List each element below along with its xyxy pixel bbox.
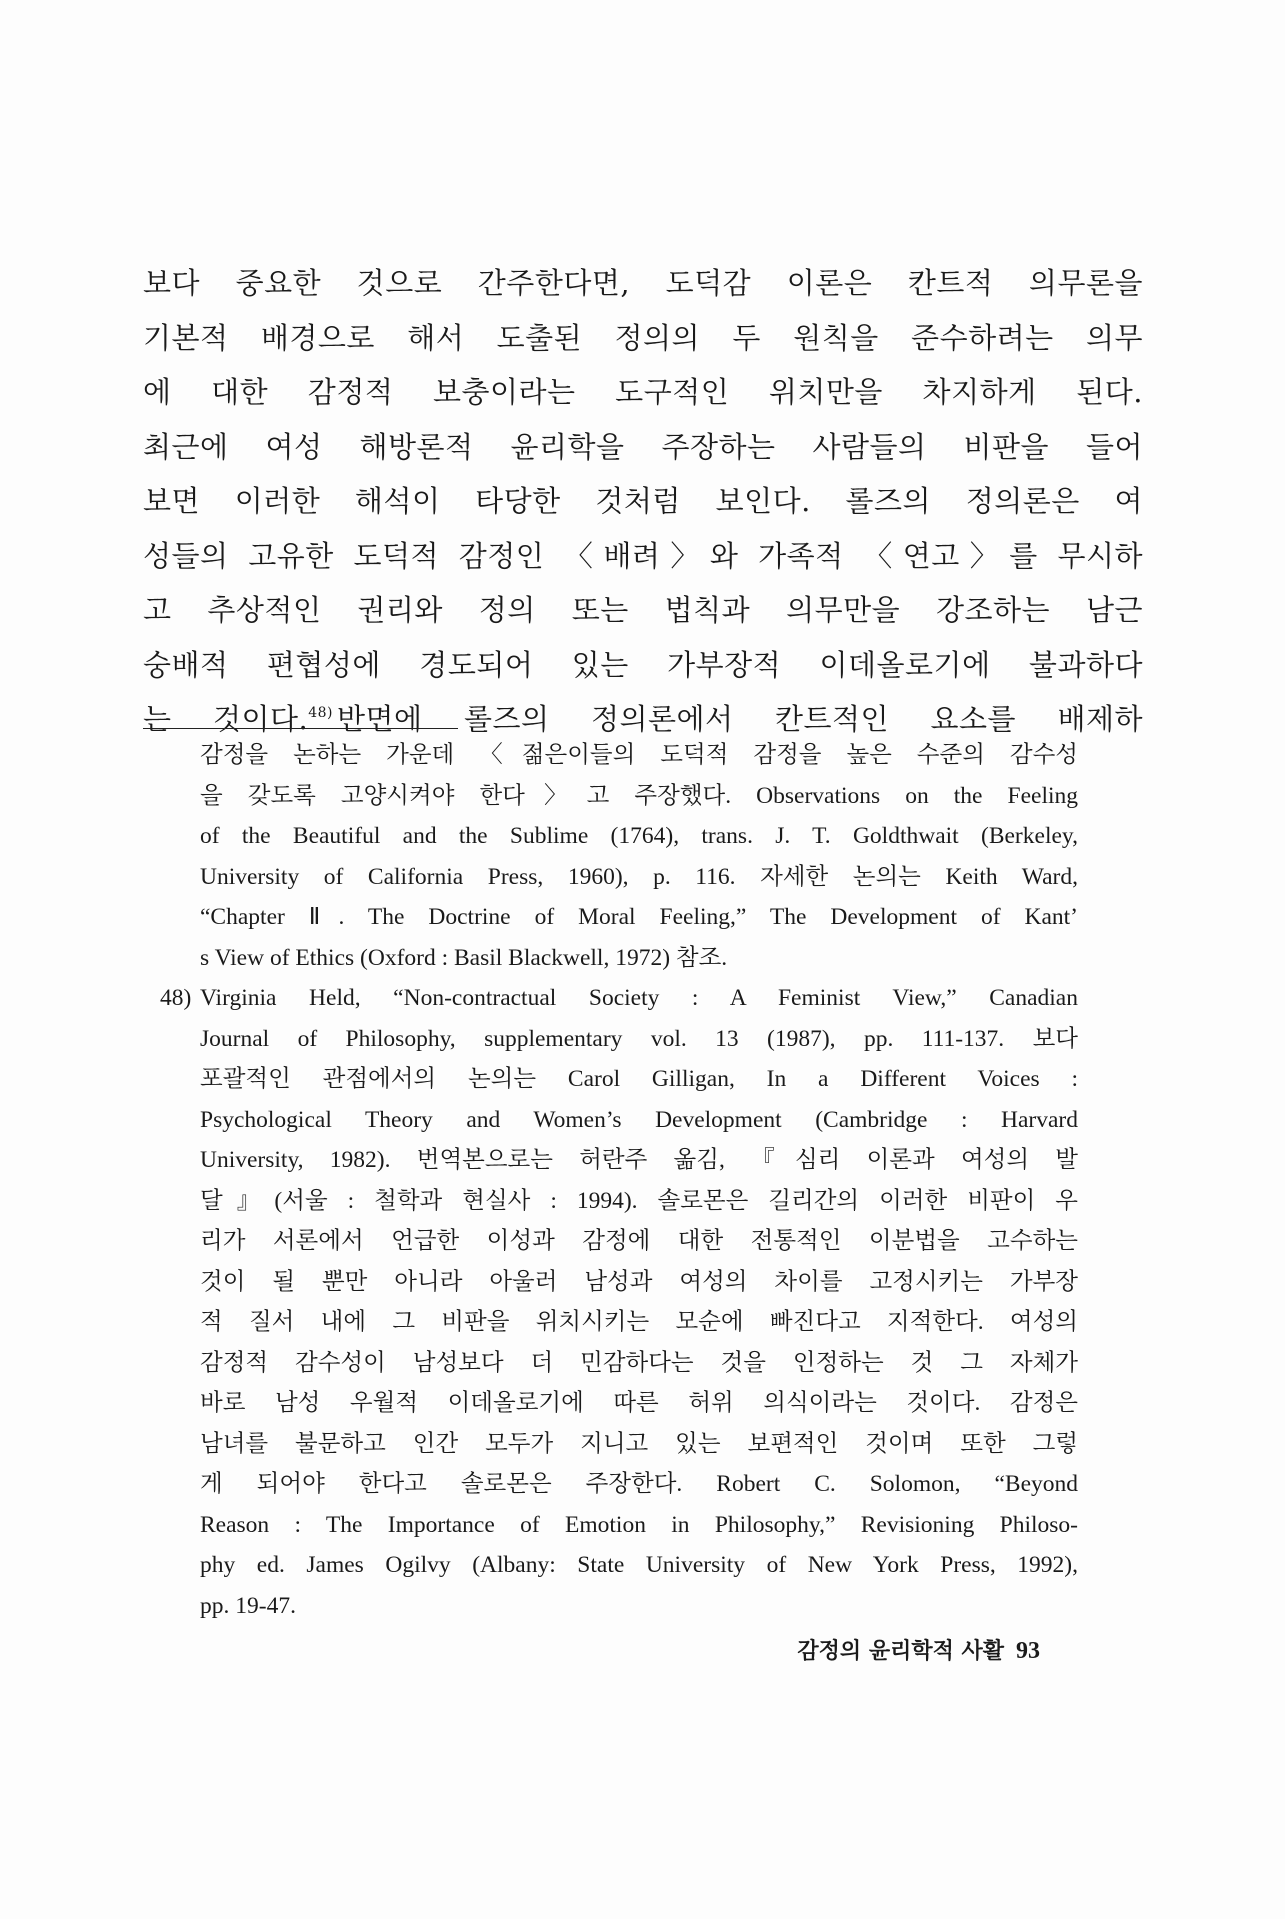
footnote-line: Virginia Held, “Non-contractual Society : A Feminist View,” Canadian: [200, 985, 1078, 1011]
footnote-line: 을 갖도록 고양시켜야 한다〉고 주장했다. Observations on the Feeling: [200, 782, 1078, 809]
footnote-line: 달』(서울 : 철학과 현실사 : 1994). 솔로몬은 길리간의 이러한 비판이 우: [200, 1187, 1078, 1214]
footnotes: [160, 735, 1078, 1626]
footnote-line: 게 되어야 한다고 솔로몬은 주장한다. Robert C. Solomon, “Beyond: [200, 1471, 1078, 1497]
footnote-line: phy ed. James Ogilvy (Albany: State University of New York Press, 1992),: [200, 1552, 1078, 1578]
body-line: 보다 중요한 것으로 간주한다면, 도덕감 이론은 칸트적 의무론을: [143, 266, 1143, 300]
footnote-line: s View of Ethics (Oxford : Basil Blackwell, 1972) 참조.: [200, 944, 728, 971]
footnote-line: Reason : The Importance of Emotion in Philosophy,” Revisioning Philoso-: [200, 1511, 1078, 1538]
footnote-48: [160, 978, 1078, 1626]
body-line: 성들의 고유한 도덕적 감정인 〈배려〉와 가족적 〈연고〉를 무시하: [143, 538, 1143, 573]
body-line: 보면 이러한 해석이 타당한 것처럼 보인다. 롤즈의 정의론은 여: [143, 484, 1143, 518]
footnote-line: 남녀를 불문하고 인간 모두가 지니고 있는 보편적인 것이며 또한 그렇: [200, 1430, 1078, 1457]
body-line: 숭배적 편협성에 경도되어 있는 가부장적 이데올로기에 불과하다: [143, 647, 1143, 682]
body-text-after-ref: 반면에 롤즈의 정의론에서 칸트적인 요소를 배제하: [337, 702, 1143, 736]
footnote-line: 리가 서론에서 언급한 이성과 감정에 대한 전통적인 이분법을 고수하는: [200, 1228, 1078, 1254]
running-footer: [797, 1634, 1040, 1665]
footnote-number: 48): [160, 985, 192, 1011]
footnote-line: 것이 될 뿐만 아니라 아울러 남성과 여성의 차이를 고정시키는 가부장: [200, 1268, 1078, 1295]
footnote-47-continuation: [200, 735, 1078, 978]
body-line: 최근에 여성 해방론적 윤리학을 주장하는 사람들의 비판을 들어: [143, 429, 1143, 464]
body-line: 기본적 배경으로 해서 도출된 정의의 두 원칙을 준수하려는 의무: [143, 320, 1143, 355]
footnote-line: “Chapter Ⅱ. The Doctrine of Moral Feeling,” The Development of Kant’: [200, 904, 1078, 930]
body-text-before-ref: 는 것이다.: [143, 702, 309, 736]
footnote-line: University of California Press, 1960), p. 116. 자세한 논의는 Keith Ward,: [200, 863, 1078, 890]
footnote-line: University, 1982). 번역본으로는 허란주 옮김, 『심리 이론과 여성의 발: [200, 1147, 1078, 1173]
footnote-separator: [143, 728, 458, 729]
running-title: 감정의 윤리학적 사활: [797, 1639, 1004, 1664]
footnote-line: 적 질서 내에 그 비판을 위치시키는 모순에 빠진다고 지적한다. 여성의: [200, 1309, 1078, 1335]
body-line: 에 대한 감정적 보충이라는 도구적인 위치만을 차지하게 된다.: [143, 375, 1143, 409]
footnote-line: Psychological Theory and Women’s Development (Cambridge : Harvard: [200, 1106, 1078, 1133]
footnote-line: 포괄적인 관점에서의 논의는 Carol Gilligan, In a Different Voices :: [200, 1066, 1078, 1092]
footnote-line: Journal of Philosophy, supplementary vol. 13 (1987), pp. 111-137. 보다: [200, 1025, 1078, 1052]
footnote-line: 바로 남성 우월적 이데올로기에 따른 허위 의식이라는 것이다. 감정은: [200, 1390, 1078, 1416]
footnote-reference: 48): [308, 705, 333, 721]
footnote-line: of the Beautiful and the Sublime (1764), trans. J. T. Goldthwait (Berkeley,: [200, 823, 1078, 849]
footnote-line: pp. 19-47.: [200, 1592, 296, 1619]
footnote-line: 감정을 논하는 가운데 〈젊은이들의 도덕적 감정을 높은 수준의 감수성: [200, 742, 1078, 768]
body-line: 고 추상적인 권리와 정의 또는 법칙과 의무만을 강조하는 남근: [143, 593, 1143, 627]
footnote-line: 감정적 감수성이 남성보다 더 민감하다는 것을 인정하는 것 그 자체가: [200, 1349, 1078, 1376]
page-number: 93: [1016, 1638, 1040, 1664]
body-paragraph: [143, 256, 1143, 747]
